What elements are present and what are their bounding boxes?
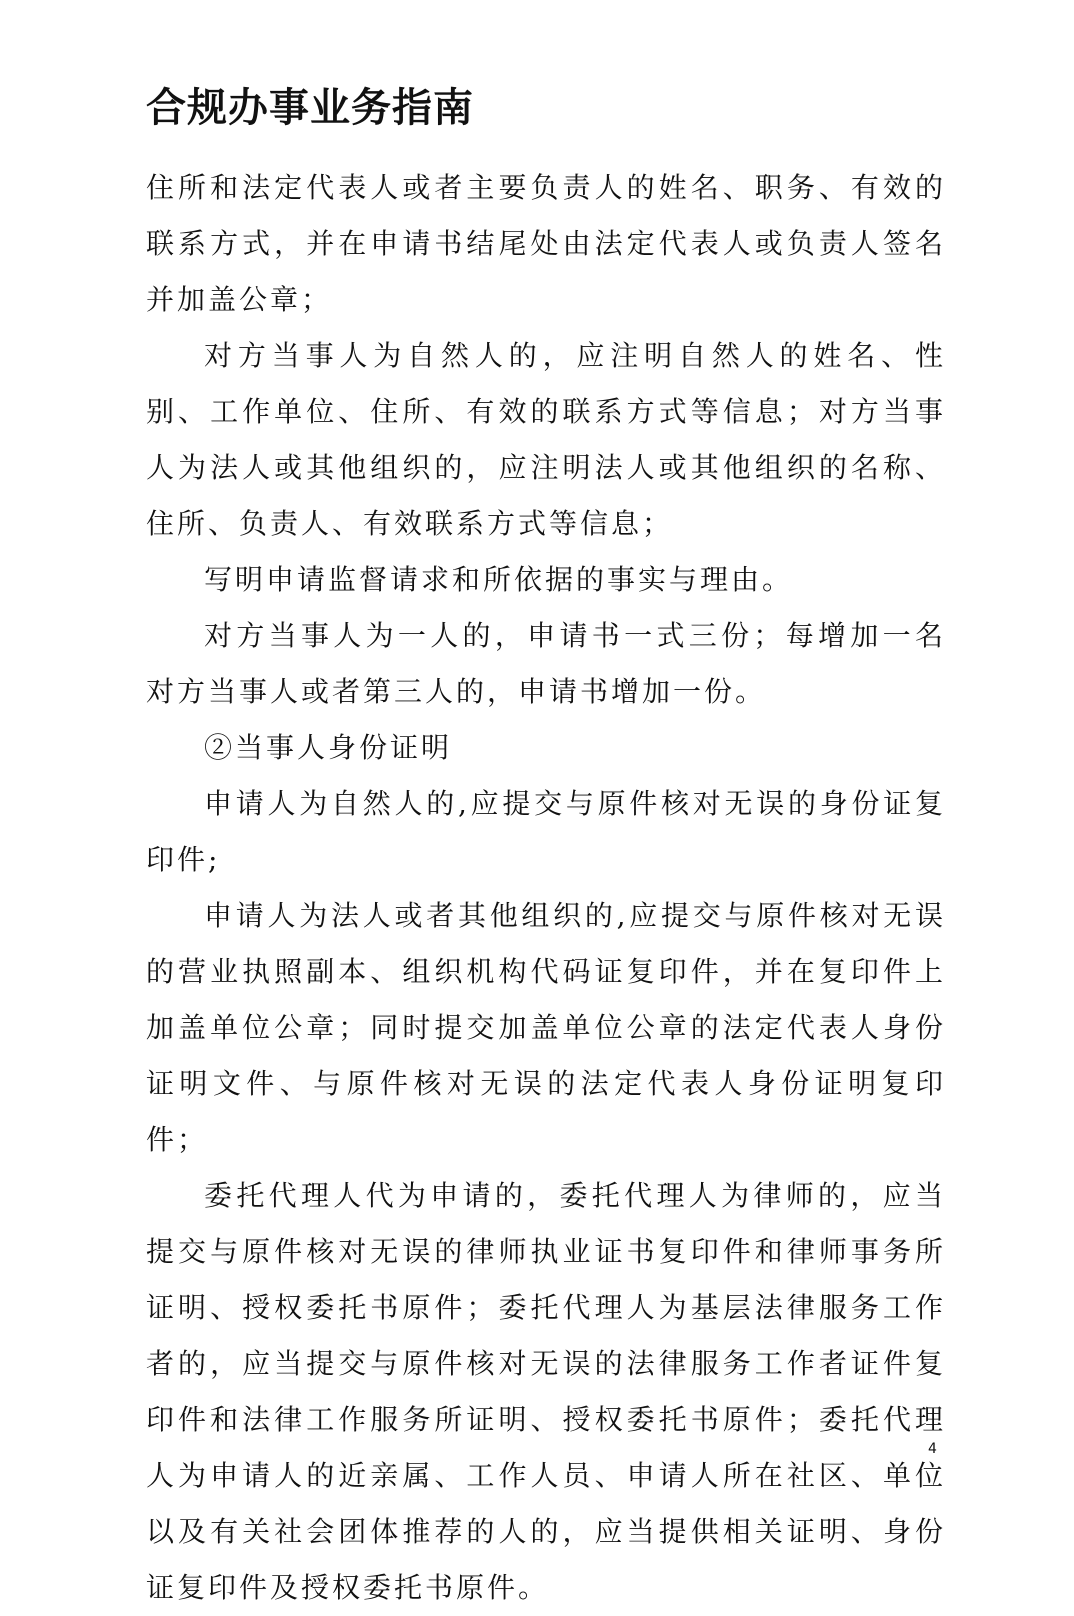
paragraph: 住所和法定代表人或者主要负责人的姓名、职务、有效的联系方式，并在申请书结尾处由法定代表人或负责人签名并加盖公章； bbox=[146, 171, 946, 316]
paragraph: 申请人为法人或者其他组织的,应提交与原件核对无误的营业执照副本、组织机构代码证复印件，并在复印件上加盖单位公章；同时提交加盖单位公章的法定代表人身份证明文件、与原件核对无误的法定代表人身份证明复印件； bbox=[146, 899, 946, 1156]
paragraph: 申请人为自然人的,应提交与原件核对无误的身份证复印件; bbox=[146, 787, 946, 876]
paragraph: 委托代理人代为申请的，委托代理人为律师的，应当提交与原件核对无误的律师执业证书复印件和律师事务所证明、授权委托书原件；委托代理人为基层法律服务工作者的，应当提交与原件核对无误的法律服务工作者证件复印件和法律工作服务所证明、授权委托书原件；委托代理人为申请人的近亲属、工作人员、申请人所在社区、单位以及有关社会团体推荐的人的，应当提供相关证明、身份证复印件及授权委托书原件。 bbox=[146, 1179, 946, 1604]
page-number: 4 bbox=[928, 1441, 937, 1457]
section-heading: ②当事人身份证明 bbox=[204, 731, 453, 764]
paragraph: 对方当事人为一人的，申请书一式三份；每增加一名对方当事人或者第三人的，申请书增加一份。 bbox=[146, 619, 946, 708]
page-title: 合规办事业务指南 bbox=[146, 84, 474, 131]
body-text bbox=[146, 160, 946, 1616]
paragraph: 对方当事人为自然人的，应注明自然人的姓名、性别、工作单位、住所、有效的联系方式等信息；对方当事人为法人或其他组织的，应注明法人或其他组织的名称、住所、负责人、有效联系方式等信息； bbox=[146, 339, 946, 540]
paragraph: 写明申请监督请求和所依据的事实与理由。 bbox=[204, 563, 794, 596]
